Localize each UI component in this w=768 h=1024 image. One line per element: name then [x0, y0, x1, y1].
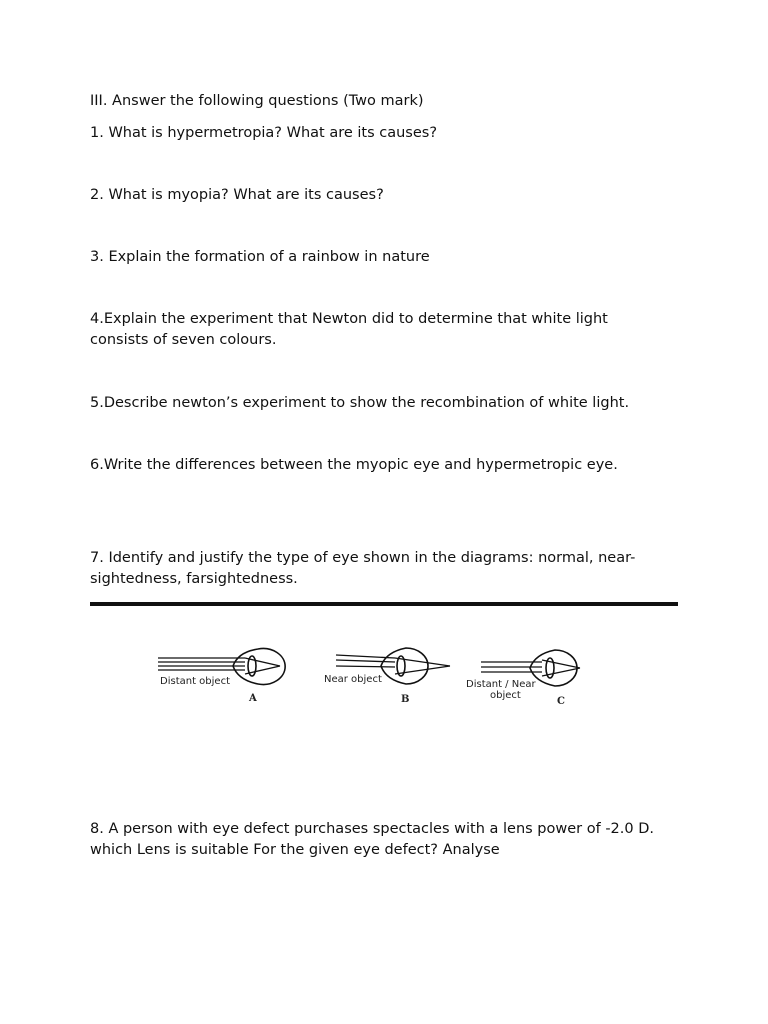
section-heading: III. Answer the following questions (Two mark)	[90, 93, 424, 109]
ray-a-5	[245, 658, 280, 666]
eye-diagram-b	[324, 648, 450, 705]
diagram-letter-c: C	[557, 696, 565, 707]
question-6: 6.Write the differences between the myopic eye and hypermetropic eye.	[90, 457, 618, 473]
eye-diagrams-figure	[150, 640, 600, 715]
question-1: 1. What is hypermetropia? What are its causes?	[90, 125, 438, 141]
object-label-b: Near object	[324, 674, 382, 685]
question-3: 3. Explain the formation of a rainbow in nature	[90, 249, 430, 265]
ray-b-3	[336, 666, 395, 667]
horizontal-rule	[90, 602, 678, 606]
question-4-line-1: 4.Explain the experiment that Newton did to determine that white light	[90, 311, 608, 327]
question-7-line-1: 7. Identify and justify the type of eye shown in the diagrams: normal, near-	[90, 550, 636, 566]
ray-a-6	[245, 666, 280, 674]
eye-diagram-c	[466, 650, 580, 707]
object-label-a: Distant object	[160, 676, 230, 687]
question-7-line-2: sightedness, farsightedness.	[90, 571, 298, 587]
question-5: 5.Describe newton’s experiment to show the recombination of white light.	[90, 395, 630, 411]
question-8-line-2: which Lens is suitable For the given eye defect? Analyse	[90, 842, 500, 858]
object-label-c-line-1: Distant / Near	[466, 679, 536, 690]
eye-diagram-a	[158, 649, 285, 705]
ray-b-2	[336, 660, 395, 662]
diagram-letter-a: A	[249, 693, 257, 704]
question-2: 2. What is myopia? What are its causes?	[90, 187, 384, 203]
object-label-c-line-2: object	[490, 690, 521, 701]
diagram-letter-b: B	[401, 694, 410, 705]
question-8-line-1: 8. A person with eye defect purchases spectacles with a lens power of -2.0 D.	[90, 821, 654, 837]
question-4-line-2: consists of seven colours.	[90, 332, 277, 348]
lens-c	[546, 658, 554, 678]
